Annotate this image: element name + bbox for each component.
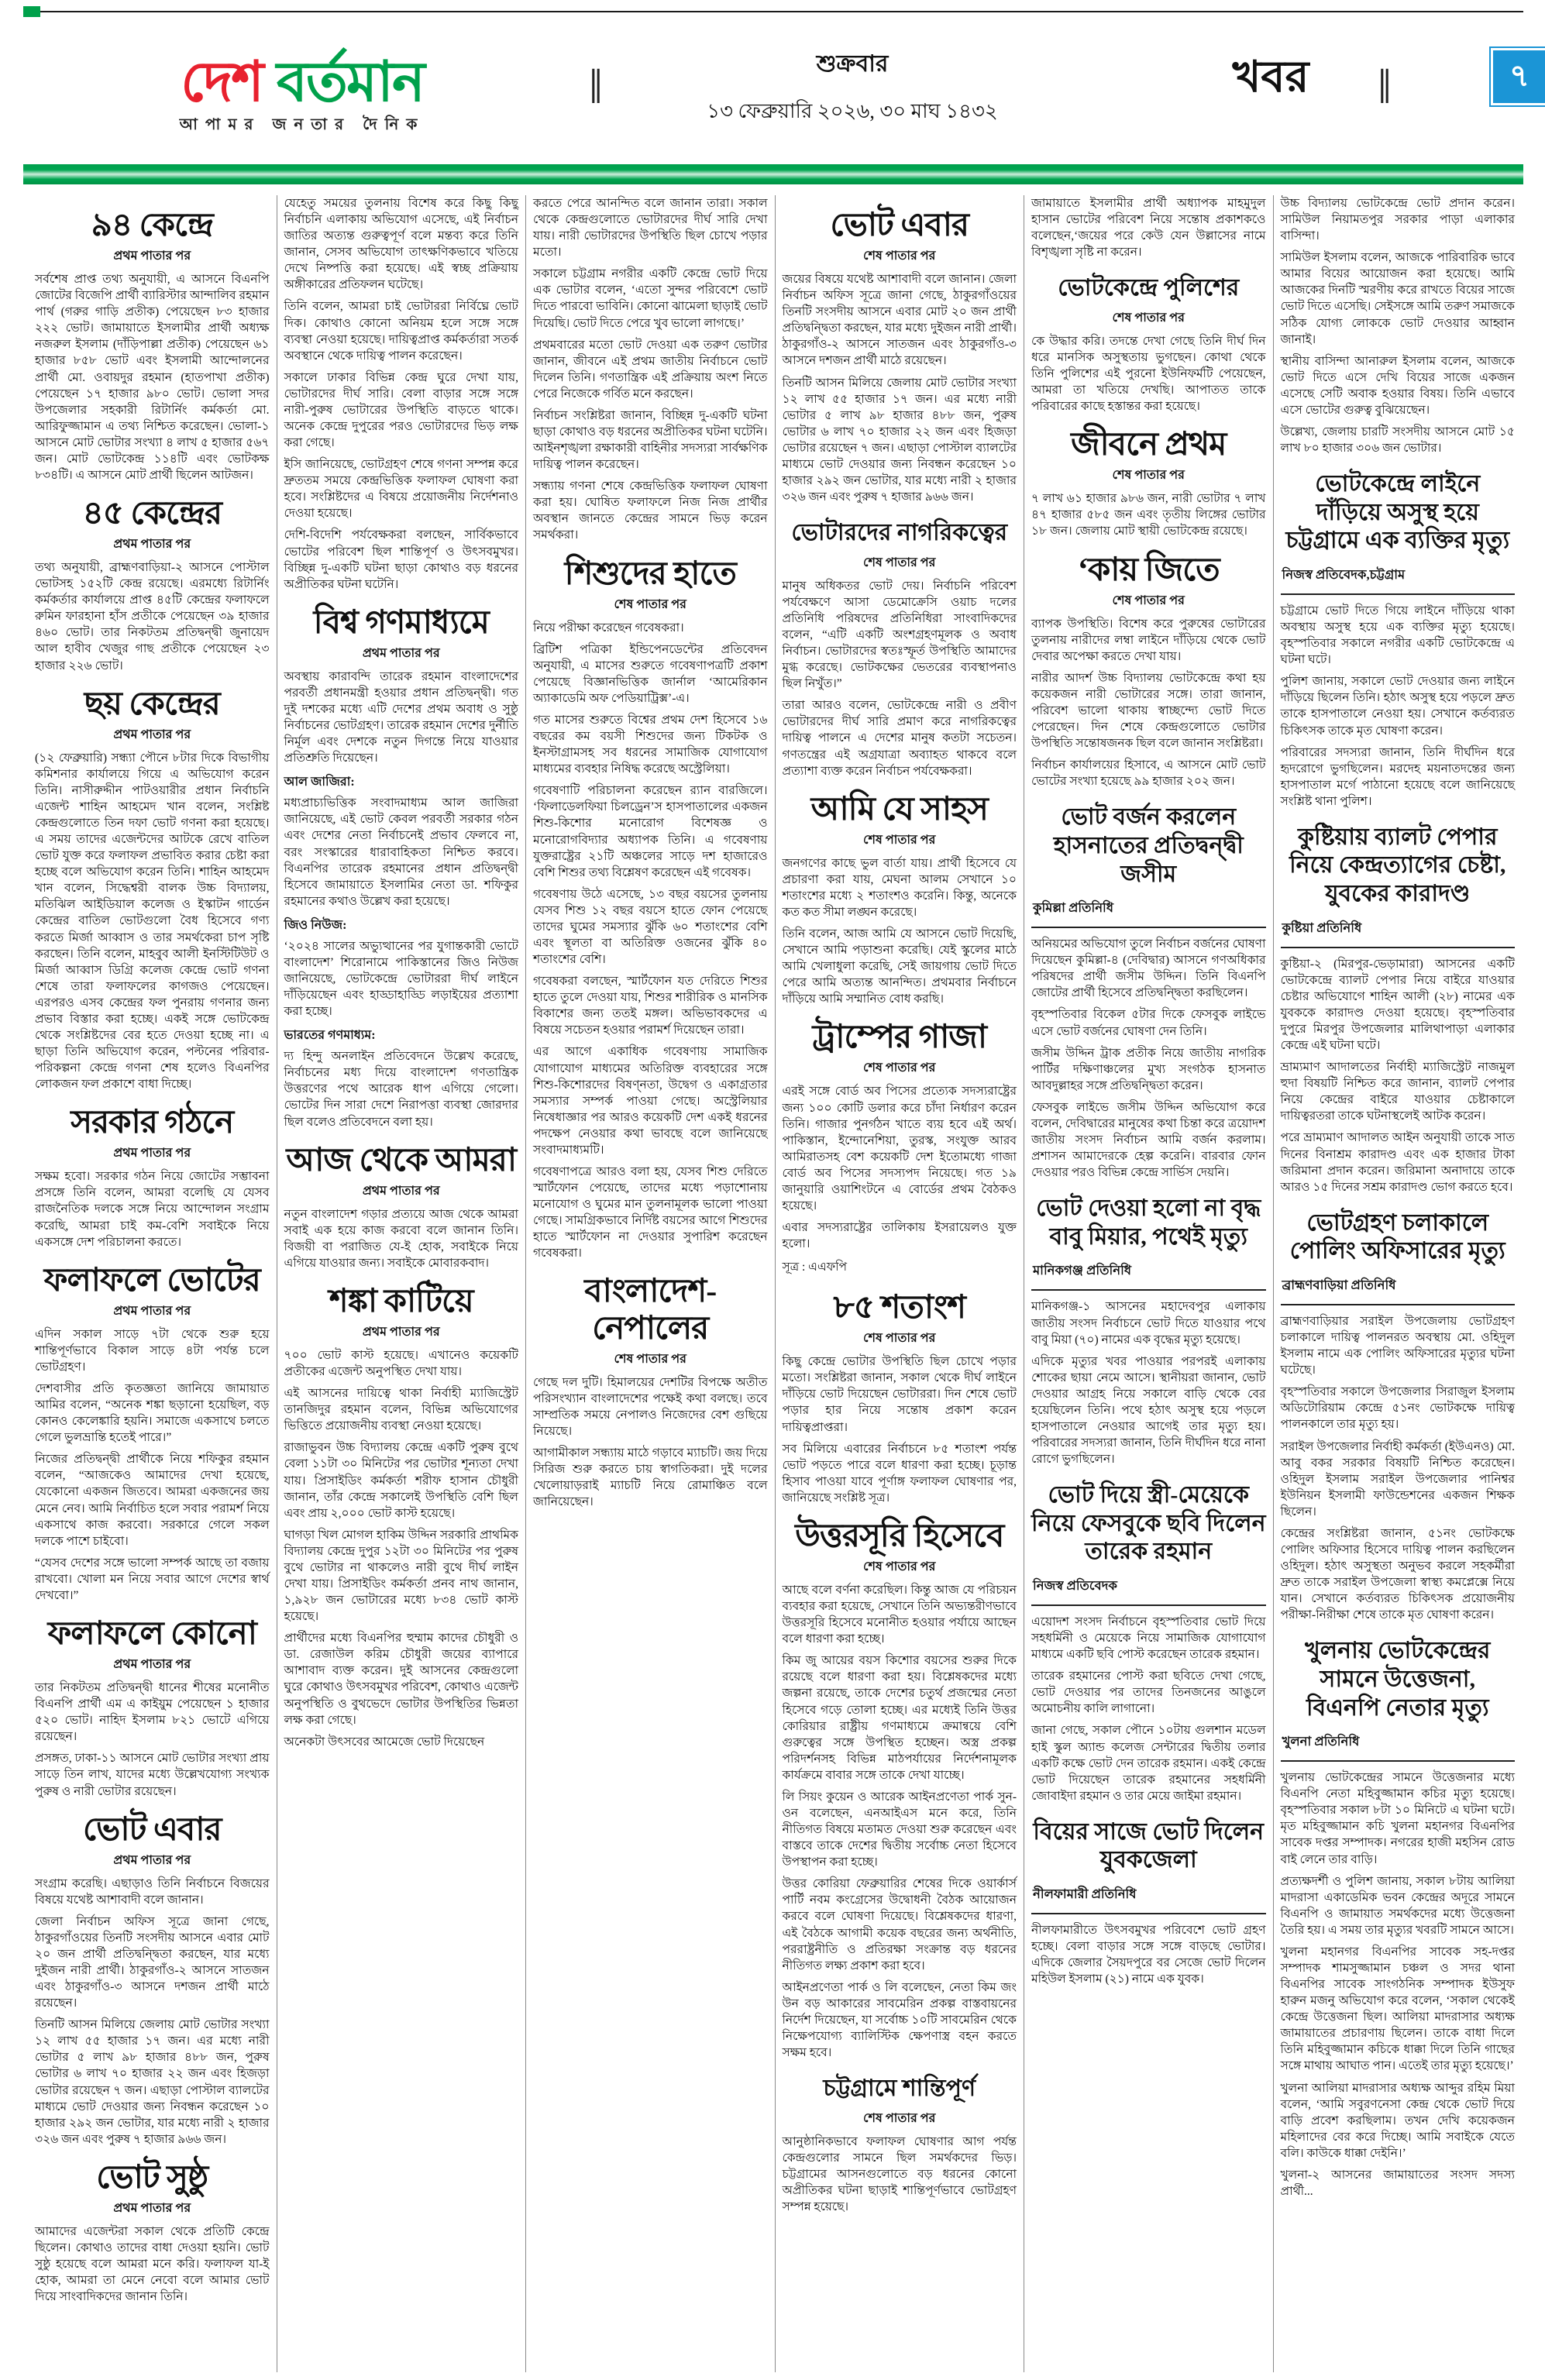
page-header (46, 31, 1530, 163)
byline: নিজস্ব প্রতিবেদক,চট্টগ্রাম (1281, 560, 1516, 595)
story-paragraph: গবেষণাপত্রে আরও বলা হয়, যেসব শিশু দেরিতে স্মার্টফোন পেয়েছে, তাদের মধ্যে পড়াশোনায় মনোযোগ ও ঘুমের মান তুলনামূলক ভালো পাওয়া গেছে। সামগ্রিকভাবে নির্দিষ্ট বয়সের আগে শিশুদের হাতে স্মার্টফোন না দেওয়ার সুপারিশ করেছেন গবেষকরা। (533, 1165, 768, 1261)
story-paragraph: সক্ষম হবো। সরকার গঠন নিয়ে জোটের সম্ভাবনা প্রসঙ্গে তিনি বলেন, আমরা বলেছি যে যেসব রাজনৈতিক দলকে সঙ্গে নিয়ে আন্দোলন সংগ্রাম করেছি, আমরা চাই কম-বেশি সবাইকে নিয়ে একসঙ্গে দেশ পরিচালনা করতে। (35, 1170, 270, 1249)
story-paragraph: তিনটি আসন মিলিয়ে জেলায় মোট ভোটার সংখ্যা ১২ লাখ ৫৫ হাজার ১৭ জন। এর মধ্যে নারী ভোটার ৫ লাখ ৯৮ হাজার ৪৮৮ জন, পুরুষ ভোটার ৬ লাখ ৭০ হাজার ২২ জন এবং হিজড়া ভোটার রয়েছেন ৭ জন। এছাড়া পোস্টাল ব্যালটের মাধ্যমে ভোট দেওয়ার জন্য নিবন্ধন করেছেন ১০ হাজার ২৯২ জন ভোটার, যার মধ্যে নারী ২ হাজার ৩২৬ জন এবং পুরুষ ৭ হাজার ৯৬৬ জন। (782, 376, 1017, 504)
header-separator-icon: ‖ (1378, 59, 1392, 114)
source-line: সূত্র : এএফপি (782, 1261, 848, 1274)
story-paragraph: খুলনা মহানগর বিএনপির সাবেক সহ-দপ্তর সম্পাদক শামসুজ্জামান চঞ্চল ও সদর থানা বিএনপির সাবেক সাংগঠনিক সম্পাদক ইউসুফ হারুন মজনু অভিযোগ করে বলেন, ‘সকাল থেকেই কেন্দ্রে উত্তেজনা ছিল। আলিয়া মাদরাসার অধ্যক্ষ জামায়াতের প্রচারণায় ছিলেন। তাকে বাধা দিলে তিনি মহিবুজ্জামান কচিকে ধাক্কা দিলে তিনি গাছের সঙ্গে মাথায় আঘাত পান। এতেই তার মৃত্যু হয়েছে।’ (1280, 1945, 1515, 2073)
story-headline: খুলনায় ভোটকেন্দ্রের সামনে উত্তেজনা, বিএনপি নেতার মৃত্যু (1305, 1638, 1491, 1721)
story-paragraph: ব্রাহ্মণবাড়িয়ার সরাইল উপজেলায় ভোটগ্রহণ চলাকালে দায়িত্ব পালনরত অবস্থায় মো. ওহিদুল ইসলাম নামে এক পোলিং অফিসারের মৃত্যুর ঘটনা ঘটেছে। (1280, 1314, 1515, 1377)
story-headline: ভোট এবার (82, 1811, 222, 1848)
story-paragraph: অনেকটা উৎসবের আমেজে ভোট দিয়েছেন (284, 1735, 485, 1749)
story-paragraph: ভ্রাম্যমাণ আদালতের নির্বাহী ম্যাজিস্ট্রেট নাজমুল হুদা বিষয়টি নিশ্চিত করে জানান, ব্যালট পেপার নিয়ে কেন্দ্রের বাইরে যাওয়ার চেষ্টাকালে দায়িত্বরতরা তাকে ঘটনাস্থলেই আটক করেন। (1280, 1061, 1515, 1123)
story-paragraph: দেশবাসীর প্রতি কৃতজ্ঞতা জানিয়ে জামায়াত আমির বলেন, “অনেক শঙ্কা ছড়ানো হয়েছিল, বড় কোনও কেলেঙ্কারি হয়নি। সমাজে একসাথে চলতে গেলে ভুলভ্রান্তি হতেই পারে।” (35, 1381, 270, 1445)
story-headline: ভোট এবার (830, 208, 969, 243)
continued-from-label: শেষ পাতার পর (863, 1332, 936, 1346)
story-paragraph: খুলনা-২ আসনের জামায়াতের সংসদ সদস্য প্রার্থী... (1280, 2168, 1515, 2199)
story-paragraph: অনিয়মের অভিযোগ তুলে নির্বাচন বর্জনের ঘোষণা দিয়েছেন কুমিল্লা-৪ (দেবিদ্বার) আসনে গণঅধিকার পরিষদের প্রার্থী জসীম উদ্দিন। তিনি বিএনপি জোটের প্রার্থী হিসেবে প্রতিদ্বন্দ্বিতা করছিলেন। (1031, 937, 1266, 1000)
story-paragraph: এই আসনের দায়িত্বে থাকা নির্বাহী ম্যাজিস্ট্রেট তানজিদুর রহমান বলেন, বিভিন্ন অভিযোগের ভিত্তিতে প্রয়োজনীয় ব্যবস্থা নেওয়া হয়েছে। (284, 1387, 518, 1433)
story-paragraph: আইনপ্রণেতা পার্ক ও লি বলেছেন, নেতা কিম জং উন বড় আকারের সাবমেরিন প্রকল্প বাস্তবায়নের নির্দেশ দিয়েছেন, যা সর্বোচ্চ ১০টি সাবমেরিন থেকে নিক্ষেপযোগ্য ব্যালিস্টিক ক্ষেপণাস্ত্র বহন করতে সক্ষম হবে। (782, 1980, 1017, 2060)
story-paragraph: তারেক রহমানের পোস্ট করা ছবিতে দেখা গেছে, ভোট দেওয়ার পর তাদের তিনজনের আঙুলে অমোচনীয় কালি লাগানো। (1031, 1670, 1266, 1716)
story-paragraph: জেলা নির্বাচন অফিস সূত্রে জানা গেছে, ঠাকুরগাঁওয়ের তিনটি সংসদীয় আসনে এবার মোট ২০ জন প্রার্থী প্রতিদ্বন্দ্বিতা করছেন, যার মধ্যে দুইজন নারী প্রার্থী। ঠাকুরগাঁও-২ আসনে সাতজন এবং ঠাকুরগাঁও-৩ আসনে দশজন প্রার্থী মাঠে রয়েছেন। (35, 1914, 270, 2010)
continued-from-label: প্রথম পাতার পর (113, 1853, 191, 1867)
byline: মানিকগঞ্জ প্রতিনিধি (1031, 1256, 1266, 1291)
story-paragraph: সামিউল ইসলাম বলেন, আজকে পারিবারিক ভাবে আমার বিয়ের আয়োজন করা হয়েছে। আমি আজকের দিনটি স্মরণীয় করে রাখতে বিয়ের সাজে ভোট দিতে এসেছি। সেইসঙ্গে আমি তরুণ সমাজকে সঠিক যোগ্য লোককে ভোট দেওয়ার আহ্বান জানাই। (1280, 251, 1515, 346)
story-paragraph: প্রথমবারের মতো ভোট দেওয়া এক তরুণ ভোটার জানান, জীবনে এই প্রথম জাতীয় নির্বাচনে ভোট দিলেন তিনি। গণতান্ত্রিক এই প্রক্রিয়ায় অংশ নিতে পেরে নিজেকে গর্বিত মনে করছেন। (533, 338, 768, 401)
story-paragraph: ৭ লাখ ৬১ হাজার ৯৮৬ জন, নারী ভোটার ৭ লাখ ৪৭ হাজার ৫৮৫ জন এবং তৃতীয় লিঙ্গের ভোটার ১৮ জন। জেলায় মোট স্থায়ী ভোটকেন্দ্র রয়েছে। (1031, 492, 1266, 538)
story-paragraph: বৃহস্পতিবার বিকেল ৫টার দিকে ফেসবুক লাইভে এসে ভোট বর্জনের ঘোষণা দেন তিনি। (1031, 1008, 1266, 1038)
story-headline: ভোটকেন্দ্রে লাইনে দাঁড়িয়ে অসুস্থ হয়ে চট্টগ্রামে এক ব্যক্তির মৃত্যু (1285, 471, 1510, 554)
story-paragraph: দ্য হিন্দু অনলাইন প্রতিবেদনে উল্লেখ করেছে, নির্বাচনের মধ্য দিয়ে বাংলাদেশ গণতান্ত্রিক উত্তরণের পথে আরেক ধাপ এগিয়ে গেলো। ভোটের দিন সারা দেশে নিরাপত্তা ব্যবস্থা জোরদার ছিল বলেও প্রতিবেদনে বলা হয়। (284, 1050, 518, 1129)
corner-green-mark (23, 6, 40, 17)
story-paragraph: পরিবারের সদস্যরা জানান, তিনি দীর্ঘদিন ধরে হৃদরোগে ভুগছিলেন। মরদেহ ময়নাতদন্তের জন্য হাসপাতাল মর্গে পাঠানো হয়েছে বলে জানিয়েছে সংশ্লিষ্ট থানা পুলিশ। (1280, 745, 1515, 808)
story-paragraph: জয়ের বিষয়ে যথেষ্ট আশাবাদী বলে জানান। জেলা নির্বাচন অফিস সূত্রে জানা গেছে, ঠাকুরগাঁওয়ের তিনটি সংসদীয় আসনে এবার মোট ২০ জন প্রার্থী প্রতিদ্বন্দ্বিতা করছেন, যার মধ্যে দুইজন নারী প্রার্থী। ঠাকুরগাঁও-২ আসনে সাতজন এবং ঠাকুরগাঁও-৩ আসনে দশজন প্রার্থী মাঠে রয়েছেন। (782, 273, 1017, 368)
story-paragraph: পুলিশ জানায়, সকালে ভোট দেওয়ার জন্য লাইনে দাঁড়িয়ে ছিলেন তিনি। হঠাৎ অসুস্থ হয়ে পড়লে দ্রুত তাকে হাসপাতালে নেওয়া হয়। সেখানে কর্তব্যরত চিকিৎসক তাকে মৃত ঘোষণা করেন। (1280, 675, 1515, 738)
story-paragraph: বৃহস্পতিবার সকালে উপজেলার সিরাজুল ইসলাম অডিটোরিয়াম কেন্দ্রে ৫১নং ভোটকক্ষে দায়িত্ব পালনকালে তার মৃত্যু হয়। (1280, 1385, 1515, 1432)
story-paragraph: ব্যাপক উপস্থিতি। বিশেষ করে পুরুষের ভোটারের তুলনায় নারীদের লম্বা লাইনে দাঁড়িয়ে থেকে ভোট দেবার অপেক্ষা করতে দেখা যায়। (1031, 617, 1266, 663)
masthead-title (85, 51, 519, 113)
masthead-word-desh: দেশ (181, 51, 263, 113)
story-paragraph: আনুষ্ঠানিকভাবে ফলাফল ঘোষণার আগ পর্যন্ত কেন্দ্রগুলোর সামনে ছিল সমর্থকদের ভিড়। চট্টগ্রামের আসনগুলোতে বড় ধরনের কোনো অপ্রীতিকর ঘটনা ছাড়াই শান্তিপূর্ণভাবে ভোটগ্রহণ সম্পন্ন হয়েছে। (782, 2134, 1017, 2214)
story-paragraph: উচ্চ বিদ্যালয় ভোটকেন্দ্রে ভোট প্রদান করেন। সামিউল নিয়ামতপুর সরকার পাড়া এলাকার বাসিন্দা। (1280, 197, 1515, 243)
page-number-badge: ৭ (1489, 46, 1545, 107)
story-headline: ফলাফলে ভোটের (43, 1262, 260, 1298)
story-paragraph: গবেষণাটি পরিচালনা করেছেন র‌্যান বারজিলে। ‘ফিলাডেলফিয়া চিলড্রেন’স হাসপাতালের একজন শিশু-কিশোর মনোরোগ বিশেষজ্ঞ ও মনোরোগবিদ্যার অধ্যাপক তিনি। এ গবেষণায় যুক্তরাষ্ট্রের ২১টি অঞ্চলের সাড়ে দশ হাজারেও বেশি শিশুর তথ্য বিশ্লেষণ করেছেন এই গবেষক। (533, 784, 768, 879)
story-paragraph: চট্টগ্রামে ভোট দিতে গিয়ে লাইনে দাঁড়িয়ে থাকা অবস্থায় অসুস্থ হয়ে এক ব্যক্তির মৃত্যু হয়েছে। বৃহস্পতিবার সকালে নগরীর একটি ভোটকেন্দ্রে এ ঘটনা ঘটে। (1280, 604, 1515, 667)
news-column-1 (28, 195, 277, 2372)
story-headline: বাংলাদেশ-নেপালের (584, 1274, 717, 1346)
story-paragraph: জনগণের কাছে ভুল বার্তা যায়। প্রার্থী হিসেবে যে প্রচারণা করা যায়, মেঘনা আলম সেখানে ১০ শতাংশের মধ্যে ২ শতাংশও করেনি। কিন্তু, অনেকে কত কত সীমা লঙ্ঘন করেছে। (782, 856, 1017, 919)
story-headline: ছয় কেন্দ্রের (84, 686, 220, 722)
story-paragraph: কে উদ্ধার করি। তদন্তে দেখা গেছে তিনি দীর্ঘ দিন ধরে মানসিক অসুস্থতায় ভুগছেন। কোথা থেকে তিনি পুলিশের এই পুরনো ইউনিফর্মটি পেয়েছেন, আমরা তা খতিয়ে দেখছি। আপাতত তাকে পরিবারের কাছে হস্তান্তর করা হয়েছে। (1031, 334, 1266, 414)
story-headline: ট্রাম্পের গাজা (812, 1020, 987, 1056)
story-headline: ভোট দিয়ে স্ত্রী-মেয়েকে নিয়ে ফেসবুকে ছবি দিলেন তারেক রহমান (1031, 1482, 1266, 1565)
story-headline: বিয়ের সাজে ভোট দিলেন যুবকজেলা (1033, 1818, 1265, 1873)
story-paragraph: তিনটি আসন মিলিয়ে জেলায় মোট ভোটার সংখ্যা ১২ লাখ ৫৫ হাজার ১৭ জন। এর মধ্যে নারী ভোটার ৫ লাখ ৯৮ হাজার ৪৮৮ জন, পুরুষ ভোটার ৬ লাখ ৭০ হাজার ২২ জন এবং হিজড়া ভোটার রয়েছেন ৭ জন। এছাড়া পোস্টাল ব্যালটের মাধ্যমে ভোট দেওয়ার জন্য নিবন্ধন করেছেন ১০ হাজার ২৯২ জন ভোটার, যার মধ্যে নারী ২ হাজার ৩২৬ জন এবং পুরুষ ৭ হাজার ৯৬৬ জন। (35, 2018, 270, 2146)
continued-from-label: শেষ পাতার পর (863, 2111, 936, 2125)
story-headline: ভোট দেওয়া হলো না বৃদ্ধ বাবু মিয়ার, পথেই মৃত্যু (1036, 1195, 1261, 1250)
story-paragraph: নীলফামারীতে উৎসবমুখর পরিবেশে ভোট গ্রহণ হচ্ছে। বেলা বাড়ার সঙ্গে সঙ্গে বাড়ছে ভোটার। এদিকে জেলার সৈয়দপুরে বর সেজে ভোট দিলেন মহিউল ইসলাম (২১) নামে এক যুবক। (1031, 1924, 1266, 1986)
story-paragraph: জসীম উদ্দিন ট্রাক প্রতীক নিয়ে জাতীয় নাগরিক পার্টির দক্ষিণাঞ্চলের মুখ্য সংগঠক হাসনাত আবদুল্লাহর সঙ্গে প্রতিদ্বন্দ্বিতা করেন। (1031, 1046, 1266, 1092)
story-headline: শিশুদের হাতে (564, 555, 736, 592)
story-headline: সরকার গঠনে (71, 1105, 234, 1141)
story-paragraph: করতে পেরে আনন্দিত বলে জানান তারা। সকাল থেকে কেন্দ্রগুলোতে ভোটারদের দীর্ঘ সারি দেখা যায়। নারী ভোটারদের উপস্থিতি ছিল চোখে পড়ার মতো। (533, 197, 768, 260)
story-paragraph: রাজাভুবন উচ্চ বিদ্যালয় কেন্দ্রে একটি পুরুষ বুথে বেলা ১১টা ৩০ মিনিটের পর ভোটার শূন্যতা দেখা যায়। প্রিসাইডিং কর্মকর্তা শরীফ হাসান চৌধুরী জানান, তাঁর কেন্দ্রে সকালেই উপস্থিতি বেশি ছিল এবং প্রায় ২,০০০ ভোট কাস্ট হয়েছে। (284, 1441, 518, 1520)
story-headline: চট্টগ্রামে শান্তিপূর্ণ (823, 2076, 976, 2102)
story-paragraph: মানিকগঞ্জ-১ আসনের মহাদেবপুর এলাকায় জাতীয় সংসদ নির্বাচনে ভোট দিতে যাওয়ার পথে বাবু মিয়া (৭০) নামের এক বৃদ্ধের মৃত্যু হয়েছে। (1031, 1300, 1266, 1346)
story-paragraph: এদিন সকাল সাড়ে ৭টা থেকে শুরু হয়ে শান্তিপূর্ণভাবে বিকাল সাড়ে ৪টা পর্যন্ত চলে ভোটগ্রহণ। (35, 1327, 270, 1374)
story-headline: উত্তরসূরি হিসেবে (795, 1518, 1004, 1554)
story-paragraph: আগামীকাল সন্ধ্যায় মাঠে গড়াবে ম্যাচটি। জয় দিয়ে সিরিজ শুরু করতে চায় স্বাগতিকরা। দুই দলের খেলোয়াড়রাই ম্যাচটি নিয়ে রোমাঞ্চিত বলে জানিয়েছেন। (533, 1446, 768, 1509)
story-paragraph: এয়োদশ সংসদ নির্বাচনে বৃহস্পতিবার ভোট দিয়ে সহধর্মিনী ও মেয়েকে নিয়ে সামাজিক যোগাযোগ মাধ্যমে একটি ছবি পোস্ট করেছেন তারেক রহমান। (1031, 1615, 1266, 1662)
story-headline: ফলাফলে কোনো (47, 1616, 256, 1652)
story-paragraph: ৭০০ ভোট কাস্ট হয়েছে। এখানেও কয়েকটি প্রতীকের এজেন্ট অনুপস্থিত দেখা যায়। (284, 1349, 518, 1379)
story-headline: ৯৪ কেন্দ্রে (91, 208, 213, 243)
story-paragraph: সরাইল উপজেলার নির্বাহী কর্মকর্তা (ইউএনও) মো. আবু বকর সরকার বিষয়টি নিশ্চিত করেছেন। ওহিদুল ইসলাম সরাইল উপজেলার পানিশ্বর ইউনিয়ন ইসলামী ফাউন্ডেশনের একজন শিক্ষক ছিলেন। (1280, 1439, 1515, 1518)
story-headline: শঙ্কা কাটিয়ে (329, 1283, 473, 1319)
story-paragraph: পরে ভ্রাম্যমাণ আদালত আইন অনুযায়ী তাকে সাত দিনের বিনাশ্রম কারাদণ্ড এবং এক হাজার টাকা জরিমানা প্রদান করেন। জরিমানা অনাদায়ে তাকে আরও ১৫ দিনের সশ্রম কারাদণ্ড ভোগ করতে হবে। (1280, 1131, 1515, 1194)
byline: খুলনা প্রতিনিধি (1281, 1727, 1516, 1762)
byline: ব্রাহ্মণবাড়িয়া প্রতিনিধি (1281, 1271, 1516, 1305)
story-paragraph: জানা গেছে, সকাল পৌনে ১০টায় গুলশান মডেল হাই স্কুল অ্যান্ড কলেজ সেন্টারের দ্বিতীয় তলার একটি কক্ষে ভোট দেন তারেক রহমান। একই কেন্দ্রে ভোট দিয়েছেন তারেক রহমানের সহধর্মিনী জোবাইদা রহমান ও তার মেয়ে জাইমা রহমান। (1031, 1724, 1266, 1803)
continued-from-label: শেষ পাতার পর (614, 1352, 686, 1366)
story-paragraph: গত মাসের শুরুতে বিশ্বের প্রথম দেশ হিসেবে ১৬ বছরের কম বয়সী শিশুদের জন্য টিকটক ও ইনস্টাগ্রামসহ সব ধরনের সামাজিক যোগাযোগ মাধ্যমের ব্যবহার নিষিদ্ধ করেছে অস্ট্রেলিয়া। (533, 713, 768, 776)
story-paragraph: ব্রিটিশ পত্রিকা ইন্ডিপেনডেন্টের প্রতিবেদন অনুযায়ী, এ মাসের শুরুতে গবেষণাপত্রটি প্রকাশ পেয়েছে বিজ্ঞানভিত্তিক জার্নাল ‘আমেরিকান অ্যাকাডেমি অফ পেডিয়াট্রিক্স’-এ। (533, 642, 768, 705)
story-paragraph: সকালে চট্টগ্রাম নগরীর একটি কেন্দ্রে ভোট দিয়ে এক ভোটার বলেন, ‘এতো সুন্দর পরিবেশে ভোট দিতে পারবো ভাবিনি। কোনো ঝামেলা ছাড়াই ভোট দিয়েছি। ভোট দিতে পেরে খুব ভালো লাগছে।’ (533, 267, 768, 330)
story-paragraph: কিছু কেন্দ্রে ভোটার উপস্থিতি ছিল চোখে পড়ার মতো। সংশ্লিষ্টরা জানান, সকাল থেকে দীর্ঘ লাইনে দাঁড়িয়ে ভোট দিয়েছেন ভোটাররা। দিন শেষে ভোট পড়ার হার নিয়ে সন্তোষ প্রকাশ করেন দায়িত্বপ্রাপ্তরা। (782, 1355, 1017, 1434)
story-paragraph: কুষ্টিয়া-২ (মিরপুর-ভেড়ামারা) আসনের একটি ভোটকেন্দ্রে ব্যালট পেপার নিয়ে বাইরে যাওয়ার চেষ্টার অভিযোগে শাহিন আলী (২৮) নামের এক যুবককে কারাদণ্ড দেওয়া হয়েছে। বৃহস্পতিবার দুপুরে মিরপুর উপজেলার মালিথাপাড়া এলাকার কেন্দ্রে এই ঘটনা ঘটে। (1280, 957, 1515, 1053)
news-column-2 (277, 195, 527, 2372)
news-column-4 (776, 195, 1025, 2372)
story-paragraph: সর্বশেষ প্রাপ্ত তথ্য অনুযায়ী, এ আসনে বিএনপি জোটের বিজেপি প্রার্থী ব্যারিস্টার আন্দালিব রহমান পার্থ (গরুর গাড়ি প্রতীক) পেয়েছেন ৮৩ হাজার ২২২ ভোট। জামায়াতে ইসলামীর প্রার্থী অধ্যক্ষ নজরুল ইসলাম (দাঁড়িপাল্লা প্রতীক) পেয়েছেন ৬১ হাজার ৮৫৮ ভোট এবং ইসলামী আন্দোলনের প্রার্থী মো. ওবায়দুর রহমান (হাতপাখা প্রতীক) পেয়েছেন ১৭ হাজার ৯৮০ ভোট। ভোলা সদর উপজেলার সহকারী রিটার্নিং কর্মকর্তা মো. আরিফুজ্জামান এ তথ্য নিশ্চিত করেছেন। ভোলা-১ আসনে মোট ভোটার সংখ্যা ৪ লাখ ৫ হাজার ৫৬৭ জন। মোট ভোটকেন্দ্র ১১৪টি এবং ভোটকক্ষ ৮৩৪টি। এ আসনে মোট প্রার্থী ছিলেন আটজন। (35, 273, 270, 482)
continued-from-label: প্রথম পাতার পর (113, 2201, 191, 2215)
story-headline: কুষ্টিয়ায় ব্যালট পেপার নিয়ে কেন্দ্রত্যাগের চেষ্টা, যুবকের কারাদণ্ড (1289, 824, 1506, 907)
continued-from-label: শেষ পাতার পর (1112, 593, 1185, 607)
story-paragraph: উল্লেখ্য, জেলায় চারটি সংসদীয় আসনে মোট ১৫ লাখ ৮০ হাজার ৩০৬ জন ভোটার। (1280, 425, 1515, 456)
masthead-tagline: আপামর জনতার দৈনিক (179, 116, 425, 133)
continued-from-label: শেষ পাতার পর (863, 555, 936, 569)
story-paragraph: তথ্য অনুযায়ী, ব্রাহ্মণবাড়িয়া-২ আসনে পোস্টাল ভোটসহ ১৫২টি কেন্দ্র রয়েছে। এরমধ্যে রিটার্নিং কর্মকর্তার কার্যালয়ে প্রাপ্ত ৪৫টি কেন্দ্রের ফলাফলে রুমিন ফারহানা হাঁস প্রতীকে পেয়েছেন ৩৯ হাজার ৪৬০ ভোট। তার নিকটতম প্রতিদ্বন্দ্বী জুনায়েদ আল হাবীব খেজুর গাছ প্রতীকে পেয়েছেন ২৩ হাজার ২২৬ ভোট। (35, 561, 270, 672)
story-paragraph: তিনি বলেন, আমরা চাই ভোটাররা নির্বিঘ্নে ভোট দিক। কোথাও কোনো অনিয়ম হলে সঙ্গে সঙ্গে ব্যবস্থা নেওয়া হয়েছে। দায়িত্বপ্রাপ্ত কর্মকর্তারা সতর্ক অবস্থানে থেকে দায়িত্ব পালন করেছেন। (284, 300, 518, 363)
story-paragraph: নারীর আদর্শ উচ্চ বিদ্যালয় ভোটকেন্দ্রে কথা হয় কয়েকজন নারী ভোটারের সঙ্গে। তারা জানান, পরিবেশ ভালো থাকায় স্বাচ্ছন্দ্যে ভোট দিতে পেরেছেন। দিন শেষে কেন্দ্রগুলোতে ভোটার উপস্থিতি সন্তোষজনক ছিল বলে জানান সংশ্লিষ্টরা। (1031, 671, 1266, 751)
story-headline: ভোট সুষ্ঠু (96, 2159, 208, 2196)
section-title: খবর (1232, 53, 1309, 101)
story-paragraph: সংগ্রাম করেছি। এছাড়াও তিনি নির্বাচনে বিজয়ের বিষয়ে যথেষ্ট আশাবাদী বলে জানান। (35, 1876, 270, 1907)
continued-from-label: শেষ পাতার পর (863, 1061, 936, 1075)
story-headline: বিশ্ব গণমাধ্যমে (313, 604, 489, 641)
story-paragraph: সকালে ঢাকার বিভিন্ন কেন্দ্র ঘুরে দেখা যায়, ভোটারদের দীর্ঘ সারি। বেলা বাড়ার সঙ্গে সঙ্গে নারী-পুরুষ ভোটারের উপস্থিতি বাড়তে থাকে। অনেক কেন্দ্রে দুপুরের পরও ভোটারদের ভিড় লক্ষ করা গেছে। (284, 370, 518, 450)
story-paragraph: গবেষকরা বলছেন, স্মার্টফোন যত দেরিতে শিশুর হাতে তুলে দেওয়া যায়, শিশুর শারীরিক ও মানসিক বিকাশের জন্য ততই মঙ্গল। অভিভাবকদের এ বিষয়ে সচেতন হওয়ার পরামর্শ দিয়েছেন তারা। (533, 975, 768, 1037)
newspaper-masthead (85, 51, 519, 139)
continued-from-label: শেষ পাতার পর (1112, 469, 1185, 483)
continued-from-label: প্রথম পাতার পর (113, 1304, 191, 1318)
continued-from-label: শেষ পাতার পর (863, 249, 936, 263)
story-paragraph: উত্তর কোরিয়া ফেব্রুয়ারির শেষের দিকে ওয়ার্কার্স পার্টি নবম কংগ্রেসের উদ্বোধনী বৈঠক আয়োজন করবে বলে ঘোষণা দিয়েছে। বিশ্লেষকদের ধারণা, এই বৈঠকে আগামী কয়েক বছরের জন্য অর্থনীতি, পররাষ্ট্রনীতি ও প্রতিরক্ষা সংক্রান্ত বড় ধরনের নীতিগত লক্ষ্য প্রকাশ করা হবে। (782, 1877, 1017, 1972)
story-paragraph: ফেসবুক লাইভে জসীম উদ্দিন অভিযোগ করে বলেন, দেবিদ্বারের মানুষের কথা চিন্তা করে ত্রয়োদশ জাতীয় সংসদ নির্বাচন আমি বর্জন করলাম। প্রশাসন আমাদেরকে হেল্প করেনি। বারবার ফোন দেওয়ার পরও বিভিন্ন কেন্দ্রে সার্ভিস দেয়নি। (1031, 1100, 1266, 1180)
story-paragraph: খুলনায় ভোটকেন্দ্রের সামনে উত্তেজনার মধ্যে বিএনপি নেতা মহিবুজ্জামান কচির মৃত্যু হয়েছে। বৃহস্পতিবার সকাল ৮টা ১০ মিনিটে এ ঘটনা ঘটে। মৃত মহিবুজ্জামান কচি খুলনা মহানগর বিএনপির সাবেক দপ্তর সম্পাদক। নগরের হাজী মহসিন রোড বাই লেনে তার বাড়ি। (1280, 1771, 1515, 1866)
header-green-bar (23, 164, 1523, 184)
date-line: ১৩ ফেব্রুয়ারি ২০২৬, ৩০ মাঘ ১৪৩২ (707, 100, 998, 122)
story-paragraph: নিয়ে পরীক্ষা করেছেন গবেষকরা। (533, 621, 684, 635)
story-paragraph: এরই সঙ্গে বোর্ড অব পিসের প্রত্যেক সদস্যরাষ্ট্রের জন্য ১০০ কোটি ডলার করে চাঁদা নির্ধারণ করেন তিনি। গাজার পুনর্গঠন খাতে ব্যয় হবে এই অর্থ। পাকিস্তান, ইন্দোনেশিয়া, তুরস্ক, সংযুক্ত আরব আমিরাতসহ বেশ কয়েকটি দেশ ইতোমধ্যে গাজা বোর্ড অব পিসের সদস্যপদ নিয়েছে। গত ১৯ জানুয়ারি ওয়াশিংটনে এ বোর্ডের প্রথম বৈঠকও হয়েছে। (782, 1085, 1017, 1212)
story-paragraph: লি সিয়ং কুয়েন ও আরেক আইনপ্রণেতা পার্ক সুন-ওন বলেছেন, এনআইএস মনে করে, তিনি নীতিগত বিষয়ে মতামত দেওয়া শুরু করেছেন এবং বাস্তবে তাকে দেশের দ্বিতীয় সর্বোচ্চ নেতা হিসেবে উপস্থাপন করা হচ্ছে। (782, 1790, 1017, 1869)
continued-from-label: প্রথম পাতার পর (362, 1184, 440, 1198)
story-paragraph: নিজের প্রতিদ্বন্দ্বী প্রার্থীকে নিয়ে শফিকুর রহমান বলেন, “আজকেও আমাদের দেখা হয়েছে, যেকোনো একজন জিতবে। আমরা একজনের জয় মেনে নেব। আমি নির্বাচিত হলে সবার পরামর্শ নিয়ে একসাথে কাজ করবো। সরকারে গেলে সকল দলকে পাশে চাইবো। (35, 1453, 270, 1548)
story-headline: ‘কায় জিতে (1077, 552, 1220, 588)
continued-from-label: প্রথম পাতার পর (113, 1147, 191, 1161)
byline: কুমিল্লা প্রতিনিধি (1031, 893, 1266, 928)
story-paragraph: এর আগে একাধিক গবেষণায় সামাজিক যোগাযোগ মাধ্যমের অতিরিক্ত ব্যবহারের সঙ্গে শিশু-কিশোরদের বিষণ্নতা, উদ্বেগ ও একাগ্রতার সমস্যার সম্পর্ক পাওয়া গেছে। অস্ট্রেলিয়ার নিষেধাজ্ঞার পর আরও কয়েকটি দেশ একই ধরনের পদক্ষেপ নেওয়ার কথা ভাবছে বলে জানিয়েছে সংবাদমাধ্যমটি। (533, 1045, 768, 1157)
story-paragraph: প্রার্থীদের মধ্যে বিএনপির হুম্মাম কাদের চৌধুরী ও ডা. রেজাউল করিম চৌধুরী জয়ের ব্যাপারে আশাবাদ ব্যক্ত করেন। দুই আসনের কেন্দ্রগুলো ঘুরে কোথাও উৎসবমুখর পরিবেশ, কোথাও এজেন্ট অনুপস্থিতি ও বুথভেদে ভোটার উপস্থিতির ভিন্নতা লক্ষ করা গেছে। (284, 1632, 518, 1727)
story-paragraph: এবার সদস্যরাষ্ট্রের তালিকায় ইসরায়েলও যুক্ত হলো। (782, 1221, 1017, 1251)
story-headline: ভোটকেন্দ্রে পুলিশের (1058, 275, 1240, 301)
story-paragraph: কিম জু আয়ের বয়স কিশোর বয়সের শুরুর দিকে রয়েছে বলে ধারণা করা হয়। বিশ্লেষকদের মধ্যে জল্পনা রয়েছে, তাকে দেশের চতুর্থ প্রজন্মের নেতা হিসেবে গড়ে তোলা হচ্ছে। এর মধ্যেই তিনি উত্তর কোরিয়ার রাষ্ট্রীয় গণমাধ্যমে ক্রমান্বয়ে বেশি গুরুত্বের সঙ্গে উপস্থিত হচ্ছেন। অস্ত্র প্রকল্প পরিদর্শনসহ বিভিন্ন মাঠপর্যায়ের নির্দেশনামূলক কার্যক্রমে বাবার সঙ্গে তাকে দেখা যাচ্ছে। (782, 1654, 1017, 1782)
weekday-label: শুক্রবার (816, 51, 889, 77)
story-headline: ভোটারদের নাগরিকত্বের (791, 520, 1008, 546)
story-paragraph: মধ্যপ্রাচ্যভিত্তিক সংবাদমাধ্যম আল জাজিরা জানিয়েছে, এই ভোট কেবল পরবর্তী সরকার গঠন এবং দেশের নেতা নির্বাচনেই প্রভাব ফেলবে না, বরং সংস্কারের ধারাবাহিকতা নিশ্চিত করবে। বিএনপির তারেক রহমানের প্রধান প্রতিদ্বন্দ্বী হিসেবে জামায়াতে ইসলামির নেতা ডা. শফিকুর রহমানের কথাও উল্লেখ করা হয়েছে। (284, 796, 518, 908)
story-paragraph: তার নিকটতম প্রতিদ্বন্দ্বী ধানের শীষের মনোনীত বিএনপি প্রার্থী এম এ কাইয়ুম পেয়েছেন ১ হাজার ৫২০ ভোট। নাহিদ ইসলাম ৮২১ ভোটে এগিয়ে রয়েছেন। (35, 1681, 270, 1744)
continued-from-label: প্রথম পাতার পর (362, 1326, 440, 1339)
story-headline: ভোট বর্জন করলেন হাসনাতের প্রতিদ্বন্দ্বী জসীম (1053, 804, 1244, 887)
continued-from-label: শেষ পাতার পর (863, 833, 936, 847)
story-paragraph: আছে বলে বর্ণনা করেছিল। কিন্তু আজ যে পরিচয়ন ব্যবহার করা হয়েছে, সেখানে তিনি অভ্যন্তরীণভাবে উত্তরসূরি হিসেবে মনোনীত হওয়ার পর্যায়ে আছেন বলে ধারণা করা হচ্ছে। (782, 1583, 1017, 1646)
story-headline: আমি যে সাহস (810, 791, 988, 827)
story-paragraph: সন্ধ্যায় গণনা শেষে কেন্দ্রভিত্তিক ফলাফল ঘোষণা করা হয়। ঘোষিত ফলাফলে নিজ নিজ প্রার্থীর অবস্থান জানতে কেন্দ্রের সামনে ভিড় করেন সমর্থকরা। (533, 480, 768, 542)
continued-from-label: প্রথম পাতার পর (113, 727, 191, 741)
continued-from-label: শেষ পাতার পর (863, 1560, 936, 1573)
story-paragraph: প্রত্যক্ষদর্শী ও পুলিশ জানায়, সকাল ৮টায় আলিয়া মাদরাসা একাডেমিক ভবন কেন্দ্রের অদূরে সামনে বিএনপি ও জামায়াত সমর্থকদের মধ্যে উত্তেজনা তৈরি হয়। এ সময় তার মৃত্যুর খবরটি সামনে আসে। (1280, 1874, 1515, 1937)
story-paragraph: অবস্থায় কারাবন্দি তারেক রহমান বাংলাদেশের পরবর্তী প্রধানমন্ত্রী হওয়ার প্রধান প্রতিদ্বন্দ্বী। গত দুই দশকের মধ্যে এটি দেশের প্রথম অবাধ ও সুষ্ঠু নির্বাচনের ভোটগ্রহণ। তারেক রহমান দেশের দুর্নীতি নির্মূল এবং দেশকে নতুন দিগন্তে নিয়ে যাওয়ার প্রতিশ্রুতি দিয়েছেন। (284, 669, 518, 765)
story-paragraph: স্থানীয় বাসিন্দা আনারুল ইসলাম বলেন, আজকে ভোট দিতে এসে দেখি বিয়ের সাজে একজন এসেছে সেটি অবাক হওয়ার বিষয়। তিনি এভাবে এসে ভোটের গুরুত্ব বুঝিয়েছেন। (1280, 354, 1515, 417)
continued-from-label: প্রথম পাতার পর (362, 646, 440, 660)
story-paragraph: নির্বাচন কার্যালয়ের হিসাবে, এ আসনে মোট ভোট ভোটের সংখ্যা হয়েছে ৯৯ হাজার ২০২ জন। (1031, 758, 1266, 789)
news-column-3 (526, 195, 776, 2372)
story-paragraph: জামায়াতে ইসলামীর প্রার্থী অধ্যাপক মাহমুদুল হাসান ভোটের পরিবেশ নিয়ে সন্তোষ প্রকাশকওে বলেছেন,‘জয়ের পরে কেউ যেন উল্লাসের নামে বিশৃঙ্খলা সৃষ্টি না করেন। (1031, 197, 1266, 260)
top-rule (23, 11, 1523, 12)
story-paragraph: “যেসব দেশের সঙ্গে ভালো সম্পর্ক আছে তা বজায় রাখবো। খোলা মন নিয়ে সবার আগে দেশের স্বার্থ দেখবো।” (35, 1556, 270, 1602)
story-paragraph: খুলনা আলিয়া মাদরাসার অধ্যক্ষ আব্দুর রহিম মিয়া বলেন, ‘আমি সবুরণনেসা কেন্দ্র থেকে ভোট দিয়ে বাড়ি প্রবেশ করছিলাম। তখন দেখি কয়েকজন মহিলাদের বের করে দিচ্ছে। আমি সবাইকে যেতে বলি। কাউকে ধাক্কা দেইনি।’ (1280, 2081, 1515, 2160)
continued-from-label: প্রথম পাতার পর (113, 1658, 191, 1672)
continued-from-label: প্রথম পাতার পর (113, 249, 191, 263)
story-headline: ৪৫ কেন্দ্রের (82, 496, 222, 532)
story-paragraph: তারা আরও বলেন, ভোটকেন্দ্রে নারী ও প্রবীণ ভোটারদের দীর্ঘ সারি প্রমাণ করে নাগরিকত্বের দায়িত্ব পালনে এ দেশের মানুষ কতটা সচেতন। গণতন্ত্রের এই অগ্রযাত্রা অব্যাহত থাকবে বলে প্রত্যাশা ব্যক্ত করেন নির্বাচন পর্যবেক্ষকরা। (782, 699, 1017, 778)
news-column-5 (1024, 195, 1274, 2372)
story-headline: আজ থেকে আমরা (286, 1142, 517, 1178)
byline: নিজস্ব প্রতিবেদক (1031, 1571, 1266, 1606)
story-paragraph: ‘২০২৪ সালের অভ্যুত্থানের পর যুগান্তকারী ভোটে বাংলাদেশ’ শিরোনামে পাকিস্তানের জিও নিউজ জানিয়েছে, ভোটকেন্দ্রে ভোটাররা দীর্ঘ লাইনে দাঁড়িয়েছেন এবং হাড্ডাহাড্ডি লড়াইয়ের প্রত্যাশা করা হচ্ছে। (284, 939, 518, 1019)
media-subhead: ভারতের গণমাধ্যম: (284, 1029, 376, 1043)
story-headline: ৮৫ শতাংশ (833, 1290, 965, 1326)
story-paragraph: প্রসঙ্গত, ঢাকা-১১ আসনে মোট ভোটার সংখ্যা প্রায় সাড়ে তিন লাখ, যাদের মধ্যে উল্লেখযোগ্য সংখ্যক পুরুষ ও নারী ভোটার রয়েছেন। (35, 1752, 270, 1798)
story-paragraph: নির্বাচন সংশ্লিষ্টরা জানান, বিচ্ছিন্ন দু-একটি ঘটনা ছাড়া কোথাও বড় ধরনের অপ্রীতিকর ঘটনা ঘটেনি। আইনশৃঙ্খলা রক্ষাকারী বাহিনীর সদস্যরা সার্বক্ষণিক দায়িত্ব পালন করেছেন। (533, 408, 768, 472)
continued-from-label: প্রথম পাতার পর (113, 538, 191, 552)
story-paragraph: ইসি জানিয়েছে, ভোটগ্রহণ শেষে গণনা সম্পন্ন করে দ্রুততম সময়ে কেন্দ্রভিত্তিক ফলাফল ঘোষণা করা হবে। সংশ্লিষ্টদের এ বিষয়ে প্রয়োজনীয় নির্দেশনাও দেওয়া হয়েছে। (284, 458, 518, 521)
story-paragraph: গেছে দল দুটি। হিমালয়ের দেশটির বিপক্ষে অতীত পরিসংখ্যান বাংলাদেশের পক্ষেই কথা বলছে। তবে সাম্প্রতিক সময়ে নেপালও নিজেদের বেশ গুছিয়ে নিয়েছে। (533, 1375, 768, 1438)
news-column-6 (1274, 195, 1523, 2372)
continued-from-label: শেষ পাতার পর (614, 597, 686, 611)
story-paragraph: (১২ ফেব্রুয়ারি) সন্ধ্যা পৌনে ৮টার দিকে বিভাগীয় কমিশনার কার্যালয়ে গিয়ে এ অভিযোগ করেন তিনি। নাসীরুদ্দীন পাটওয়ারীর প্রধান নির্বাচনি এজেন্ট শাহিন আহমেদ খান বলেন, সংশ্লিষ্ট কেন্দ্রগুলোতে তিন দফা ভোট গণনা করা হয়েছে। এ সময় তাদের এজেন্টদের আটকে রেখে বাতিল ভোট যুক্ত করে ফলাফল প্রভাবিত করার চেষ্টা করা হচ্ছে বলে অভিযোগ করেন তিনি। শাহিন আহমেদ খান বলেন, সিদ্ধেশ্বরী বালক উচ্চ বিদ্যালয়, মতিঝিল আইডিয়াল কলেজ ও ইস্কাটন গার্ডেন কেন্দ্রের বাতিল ভোটগুলো বৈধ হিসেবে গণ্য করতে মির্জা আব্বাস ও তার সমর্থকেরা চাপ সৃষ্টি করছেন। তিনি বলেন, মাহবুব আলী ইনস্টিটিউট ও মির্জা আব্বাস ডিগ্রি কলেজ কেন্দ্রে ভোট গণনা শেষে তারা ফলাফলের কাগজও পেয়েছেন। এরপরও এসব কেন্দ্রের ফল পুনরায় গণনার জন্য প্রভাব বিস্তার করা হচ্ছে। একই সঙ্গে ভোটকেন্দ্র থেকে সংশ্লিষ্টদের বের হতে দেওয়া হচ্ছে না। এ ছাড়া তিনি অভিযোগ করেন, পল্টনের পরিবার-পরিকল্পনা কেন্দ্রে গণনা শেষ হলেও বিএনপির লোকজন ফল প্রকাশে বাধা দিচ্ছে। (35, 751, 270, 1092)
story-paragraph: গবেষণায় উঠে এসেছে, ১৩ বছর বয়সের তুলনায় যেসব শিশু ১২ বছর বয়সে হাতে ফোন পেয়েছে তাদের ঘুমের সমস্যার ঝুঁকি ৬০ শতাংশের বেশি এবং স্থূলতা বা অতিরিক্ত ওজনের ঝুঁকি ৪০ শতাংশের বেশি। (533, 887, 768, 967)
story-paragraph: ঘাগড়া খিল মোগল হাকিম উদ্দিন সরকারি প্রাথমিক বিদ্যালয় কেন্দ্রে দুপুর ১২টা ৩০ মিনিটের পর পুরুষ বুথে ভোটার না থাকলেও নারী বুথে দীর্ঘ লাইন দেখা যায়। প্রিসাইডিং কর্মকর্তা প্রনব নাথ জানান, ১,৯২৮ জন ভোটারের মধ্যে ৮৩৪ ভোট কাস্ট হয়েছে। (284, 1528, 518, 1624)
story-paragraph: দেশি-বিদেশি পর্যবেক্ষকরা বলছেন, সার্বিকভাবে ভোটের পরিবেশ ছিল শান্তিপূর্ণ ও উৎসবমুখর। বিচ্ছিন্ন দু-একটি ঘটনা ছাড়া কোথাও বড় ধরনের অপ্রীতিকর ঘটনা ঘটেনি। (284, 528, 518, 591)
story-paragraph: আমাদের এজেন্টরা সকাল থেকে প্রতিটি কেন্দ্রে ছিলেন। কোথাও তাদের বাধা দেওয়া হয়নি। ভোট সুষ্ঠু হয়েছে বলে আমরা মনে করি। ফলাফল যা-ই হোক, আমরা তা মেনে নেবো বলে আমার ভোট দিয়ে সাংবাদিকদের জানান তিনি। (35, 2224, 270, 2304)
story-paragraph: কেন্দ্রের সংশ্লিষ্টরা জানান, ৫১নং ভোটকক্ষে পোলিং অফিসার হিসেবে দায়িত্ব পালন করছিলেন ওহিদুল। হঠাৎ অসুস্থতা অনুভব করলে সহকর্মীরা দ্রুত তাকে সরাইল উপজেলা স্বাস্থ্য কমপ্লেক্সে নিয়ে যান। সেখানে কর্তব্যরত চিকিৎসক প্রয়োজনীয় পরীক্ষা-নিরীক্ষা শেষে তাকে মৃত ঘোষণা করেন। (1280, 1526, 1515, 1622)
media-subhead: জিও নিউজ: (284, 918, 347, 932)
story-paragraph: নতুন বাংলাদেশ গড়ার প্রত্যয়ে আজ থেকে আমরা সবাই এক হয়ে কাজ করবো বলে জানান তিনি। বিজয়ী বা পরাজিত যে-ই হোক, সবাইকে নিয়ে এগিয়ে যাওয়ার জন্য। সবাইকে মোবারকবাদ। (284, 1207, 518, 1270)
media-subhead: আল জাজিরা: (284, 776, 355, 789)
byline: নীলফামারী প্রতিনিধি (1031, 1880, 1266, 1914)
story-paragraph: মানুষ অধিকতর ভোট দেয়। নির্বাচনি পরিবেশ পর্যবেক্ষণে আসা ডেমোক্রেসি ওয়াচ দলের প্রতিনিধি পরিষদের প্রতিনিধিরা সাংবাদিকদের বলেন, “এটি একটি অংশগ্রহণমূলক ও অবাধ নির্বাচন। ভোটারদের স্বতঃস্ফূর্ত উপস্থিতি আমাদের মুগ্ধ করেছে। ভোটকক্ষের ভেতরের ব্যবস্থাপনাও ছিল নিখুঁত।” (782, 579, 1017, 691)
story-paragraph: তিনি বলেন, আজ আমি যে আসনে ভোট দিয়েছি, সেখানে আমি পড়াশুনা করেছি। যেই স্কুলের মাঠে আমি খেলাধুলা করেছি, সেই জায়গায় ভোট দিতে পেরে আমি অত্যন্ত আনন্দিত। প্রথমবার নির্বাচনে দাঁড়িয়ে আমি সম্মানিত বোধ করছি। (782, 927, 1017, 1006)
story-headline: জীবনে প্রথম (1071, 427, 1227, 463)
story-paragraph: যেহেতু সময়ের তুলনায় বিশেষ করে কিছু কিছু নির্বাচনি এলাকায় অভিযোগ এসেছে, এই নির্বাচন জাতির অত্যন্ত গুরুত্বপূর্ণ বলে মন্তব্য করে তিনি জানান, সেসব অভিযোগ তাৎক্ষণিকভাবে খতিয়ে দেখে নিষ্পত্তি করা হয়েছে। এই স্বচ্ছ প্রক্রিয়ায় অঙ্গীকারের প্রতিফলন ঘটেছে। (284, 197, 518, 292)
story-paragraph: এদিকে মৃত্যুর খবর পাওয়ার পরপরই এলাকায় শোকের ছায়া নেমে আসে। স্থানীয়রা জানান, ভোট দেওয়ার আগ্রহ নিয়ে সকালে বাড়ি থেকে বের হয়েছিলেন তিনি। পথে হঠাৎ অসুস্থ হয়ে পড়লে হাসপাতালে নেওয়ার আগেই তার মৃত্যু হয়। পরিবারের সদস্যরা জানান, তিনি দীর্ঘদিন ধরে নানা রোগে ভুগছিলেন। (1031, 1354, 1266, 1467)
story-paragraph: সব মিলিয়ে এবারের নির্বাচনে ৮৫ শতাংশ পর্যন্ত ভোট পড়তে পারে বলে ধারণা করা হচ্ছে। চূড়ান্ত হিসাব পাওয়া যাবে পূর্ণাঙ্গ ফলাফল ঘোষণার পর, জানিয়েছে সংশ্লিষ্ট সূত্র। (782, 1442, 1017, 1505)
continued-from-label: শেষ পাতার পর (1112, 311, 1185, 325)
header-separator-icon: ‖ (589, 59, 603, 114)
byline: কুষ্টিয়া প্রতিনিধি (1281, 913, 1516, 948)
date-block (635, 45, 1069, 129)
columns (28, 195, 1522, 2372)
story-headline: ভোটগ্রহণ চলাকালে পোলিং অফিসারের মৃত্যু (1289, 1209, 1505, 1264)
masthead-word-bortoman: বর্তমান (276, 51, 424, 113)
